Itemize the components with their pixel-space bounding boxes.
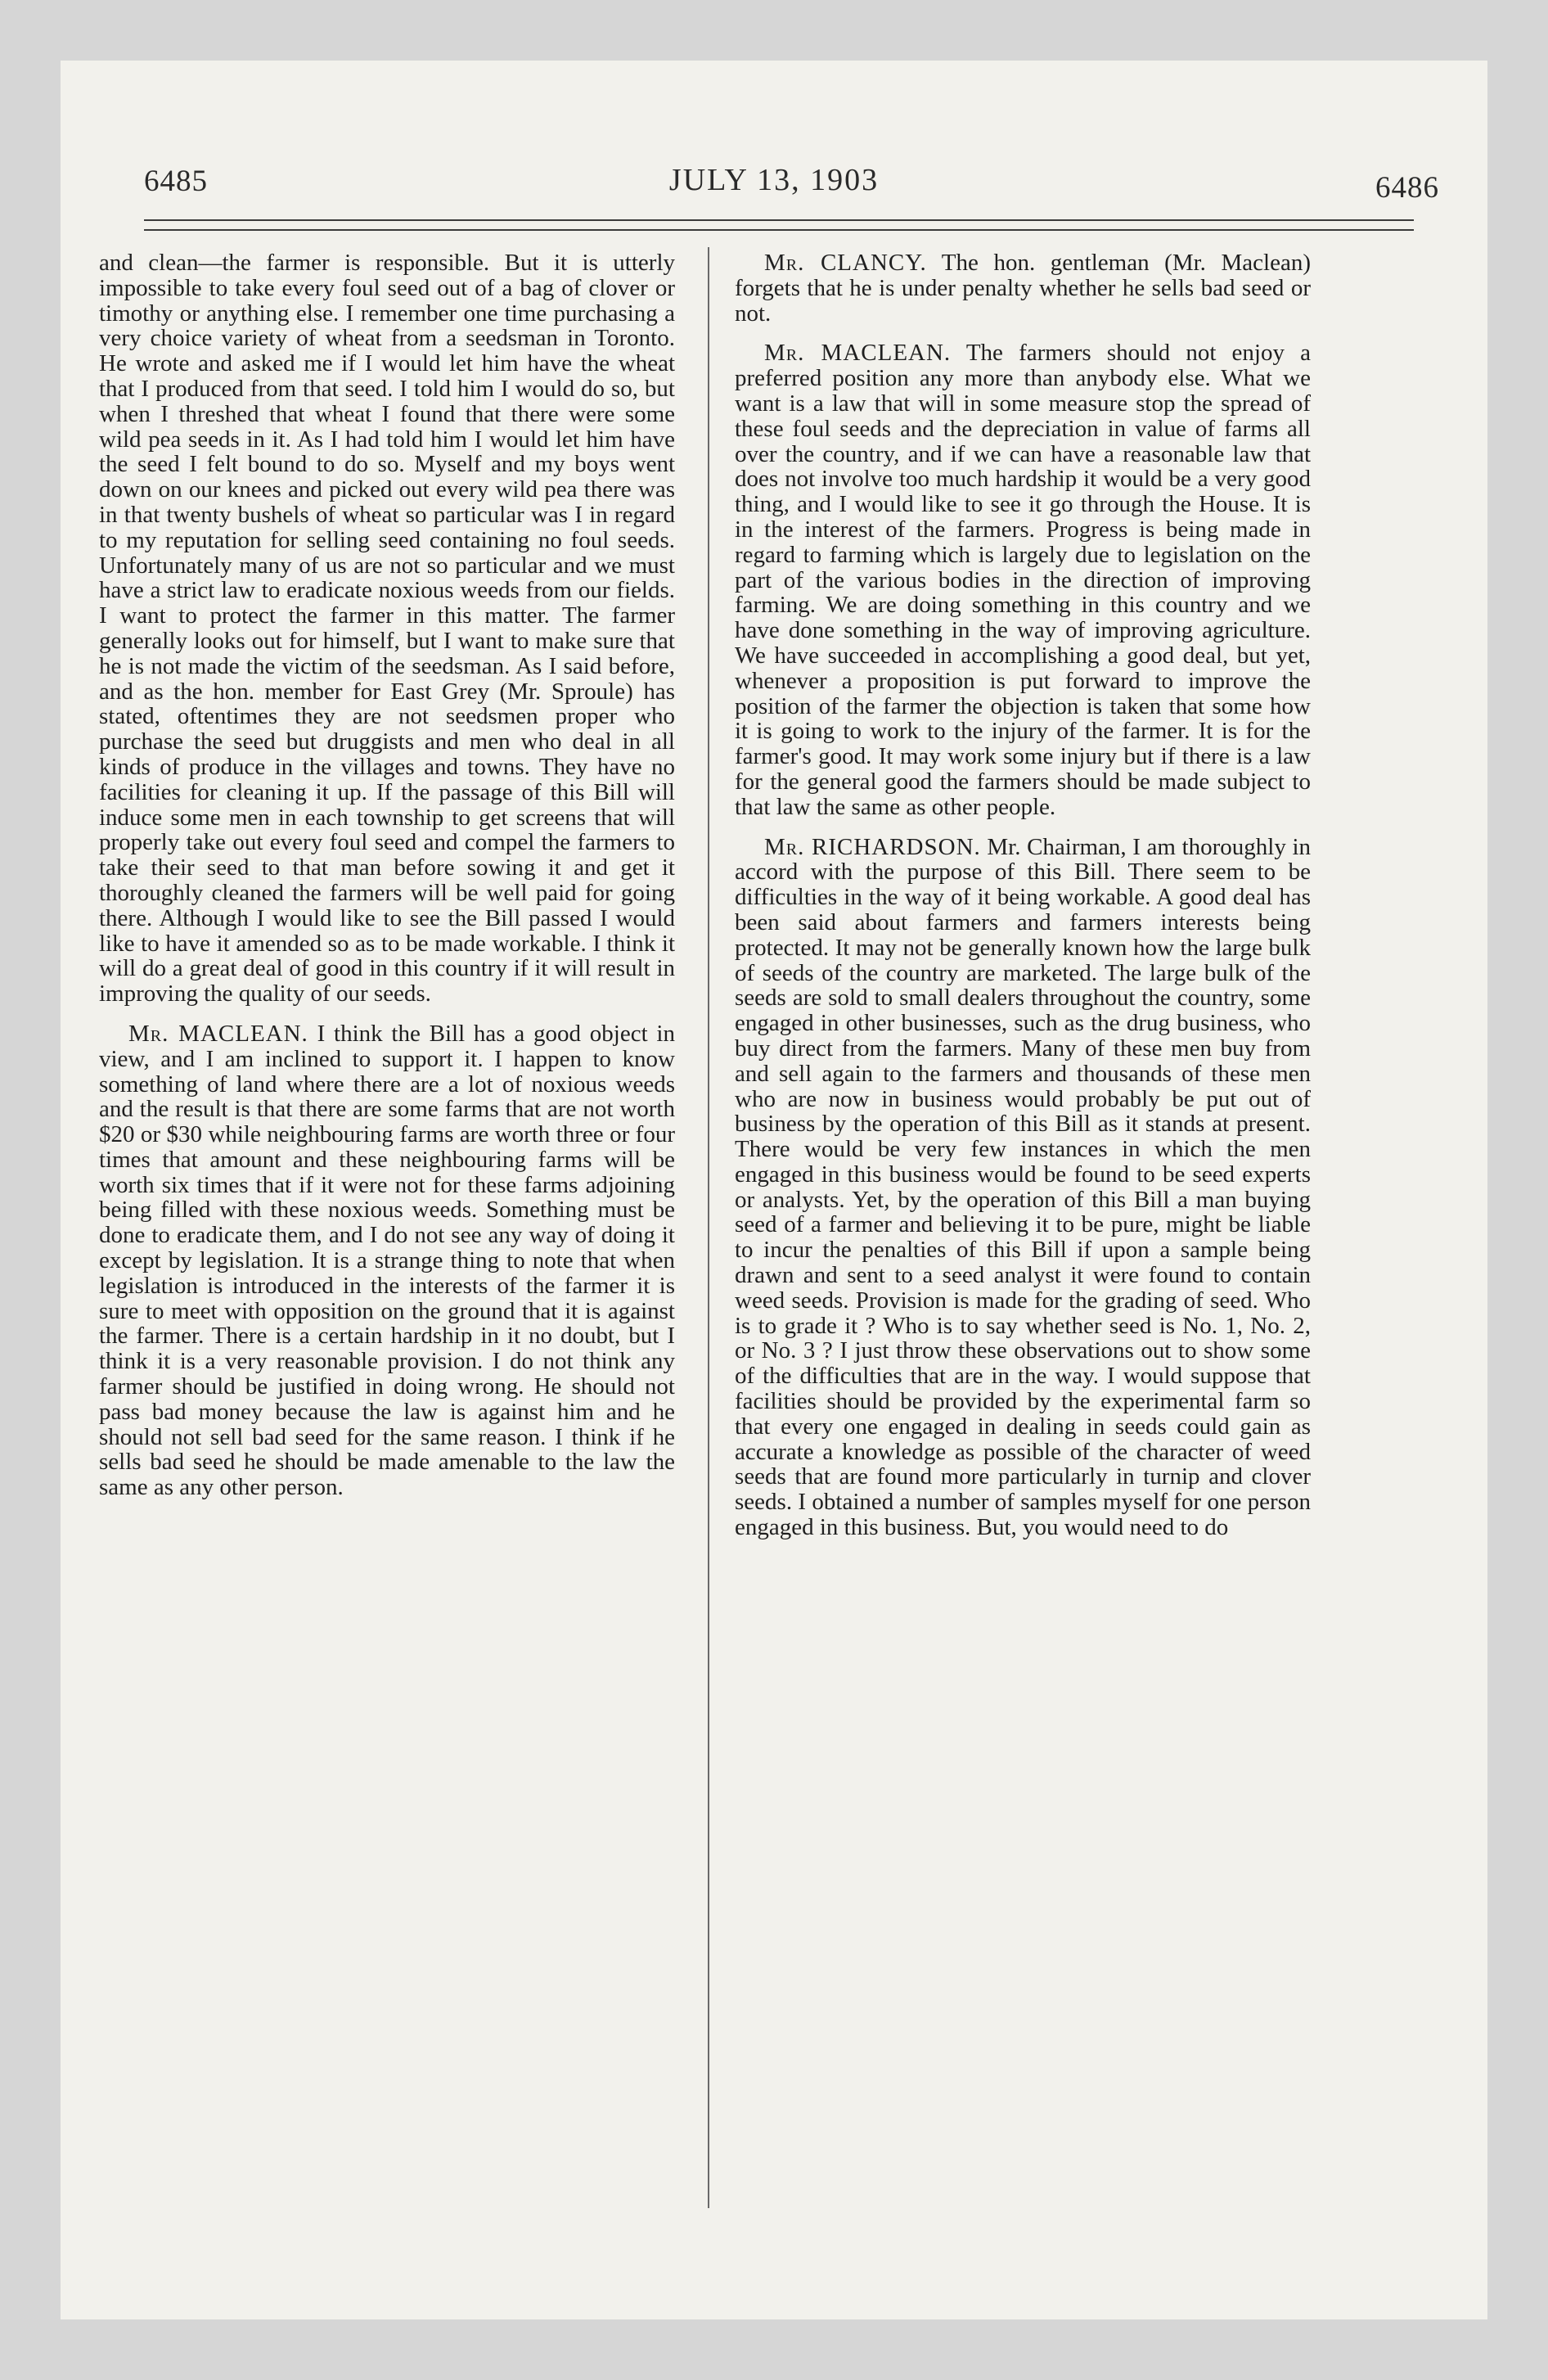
speech-text: Mr. Chairman, I am thoroughly in accord with the purpose of this Bill. There seem to be difficulties in the way of it being workable. A good deal has been said about farmers and farmers interests being protected. It may not be generally known how the large bulk of seeds of the country are marketed. The large bulk of the seeds are sold to small dealers throughout the country, some engaged in other businesses, such as the drug business, who buy direct from the farmers. Many of these men buy from and sell again to the farmers and thousands of these men who are now in business would probably be put out of business by the operation of this Bill as it stands at present. There would be very few instances in which the men engaged in this business would be found to be seed experts or analysts. Yet, by the operation of this Bill a man buying seed of a farmer and believing it to be pure, might be liable to incur the penalties of this Bill if upon a sample being drawn and sent to a seed analyst it were found to contain weed seeds. Provision is made for the grading of seed. Who is to grade it ? Who is to say whether seed is No. 1, No. 2, or No. 3 ? I just throw these observations out to show some of the difficulties that are in the way. I would suppose that facilities should be provided by the experimental farm so that every one engaged in dealing in seeds could gain as accurate a knowledge as possible of the character of weed seeds that are found more particularly in turnip and clover seeds. I obtained a number of samples myself for one person engaged in this business. But, you would need to do [735, 833, 1312, 1541]
page-number-right: 6486 [1375, 171, 1439, 205]
speaker-name: Mr. RICHARDSON. [764, 833, 981, 860]
speaker-name: Mr. MACLEAN. [128, 1020, 308, 1047]
speech-text: The hon. gentleman (Mr. Maclean) forgets that he is under penalty whether he sells bad seed or not. [735, 250, 1312, 327]
left-paragraph-2 [99, 1021, 675, 1500]
page-number-left: 6485 [144, 165, 208, 198]
page-date: JULY 13, 1903 [668, 163, 880, 197]
right-paragraph-3 [735, 835, 1311, 1540]
header-rule-bottom [144, 229, 1414, 231]
column-divider [708, 247, 709, 2208]
right-paragraph-2 [735, 340, 1311, 819]
speech-text: The farmers should not enjoy a preferred position any more than anybody else. What we want is a law that will in some measure stop the spread of these foul seeds and the depreciation in value of farms all over the country, and if we can have a reasonable law that does not involve too much hardship it would be a very good thing, and I would like to see it go through the House. It is in the interest of the farmers. Progress is being made in regard to farming which is largely due to legislation on the part of the various bodies in the direction of improving farming. We are doing something in this country and we have done something in the way of improving agriculture. We have succeeded in accomplishing a good deal, but yet, whenever a proposition is put forward to improve the position of the farmer the objection is taken that some how it is going to work to the injury of the farmer. It is for the farmer's good. It may work some injury but if there is a law for the general good the farmers should be made subject to that law the same as other people. [735, 340, 1312, 820]
speaker-name: Mr. CLANCY. [764, 250, 927, 276]
header-rule-top [144, 219, 1414, 221]
right-column [735, 250, 1311, 2215]
speaker-name: Mr. MACLEAN. [764, 340, 952, 367]
left-column [99, 250, 675, 2215]
hansard-page [61, 61, 1487, 2319]
speech-text: I think the Bill has a good object in view, and I am inclined to support it. I happen to know something of land where there are a lot of noxious weeds and the result is that there are some farms that are not worth $20 or $30 while neighbouring farms are worth three or four times that amount and these neighbouring farms will be worth six times that if it were not for these farms adjoining being filled with these noxious weeds. Something must be done to eradicate them, and I do not see any way of doing it except by legislation. It is a strange thing to note that when legislation is introduced in the interests of the farmer it is sure to meet with opposition on the ground that it is against the farmer. There is a certain hardship in it no doubt, but I think it is a very reasonable provision. I do not think any farmer should be justified in doing wrong. He should not pass bad money because the law is against him and he should not sell bad seed for the same reason. I think if he sells bad seed he should be made amenable to the law the same as any other person. [99, 1020, 675, 1501]
right-paragraph-1 [735, 250, 1311, 326]
left-paragraph-1: and clean—the farmer is responsible. But it is utterly impossible to take every foul seed out of a bag of clover or timothy or anything else. I remember one time purchasing a very choice variety of wheat from a seedsman in Toronto. He wrote and asked me if I would let him have the wheat that I produced from that seed. I told him I would do so, but when I threshed that wheat I found that there were some wild pea seeds in it. As I had told him I would let him have the seed I felt bound to do so. Myself and my boys went down on our knees and picked out every wild pea there was in that twenty bushels of wheat so particular was I in regard to my reputation for selling seed containing no foul seeds. Unfortunately many of us are not so particular and we must have a strict law to eradicate noxious weeds from our fields. I want to protect the farmer in this matter. The farmer generally looks out for himself, but I want to make sure that he is not made the victim of the seedsman. As I said before, and as the hon. member for East Grey (Mr. Sproule) has stated, oftentimes they are not seedsmen proper who purchase the seed but druggists and men who deal in all kinds of produce in the villages and towns. They have no facilities for cleaning it up. If the passage of this Bill will induce some men in each township to get screens that will properly take out every foul seed and compel the farmers to take their seed to that man before sowing it and get it thoroughly cleaned the farmers will be well paid for going there. Although I would like to see the Bill passed I would like to have it amended so as to be made workable. I think it will do a great deal of good in this country if it will result in improving the quality of our seeds. [99, 250, 675, 1007]
